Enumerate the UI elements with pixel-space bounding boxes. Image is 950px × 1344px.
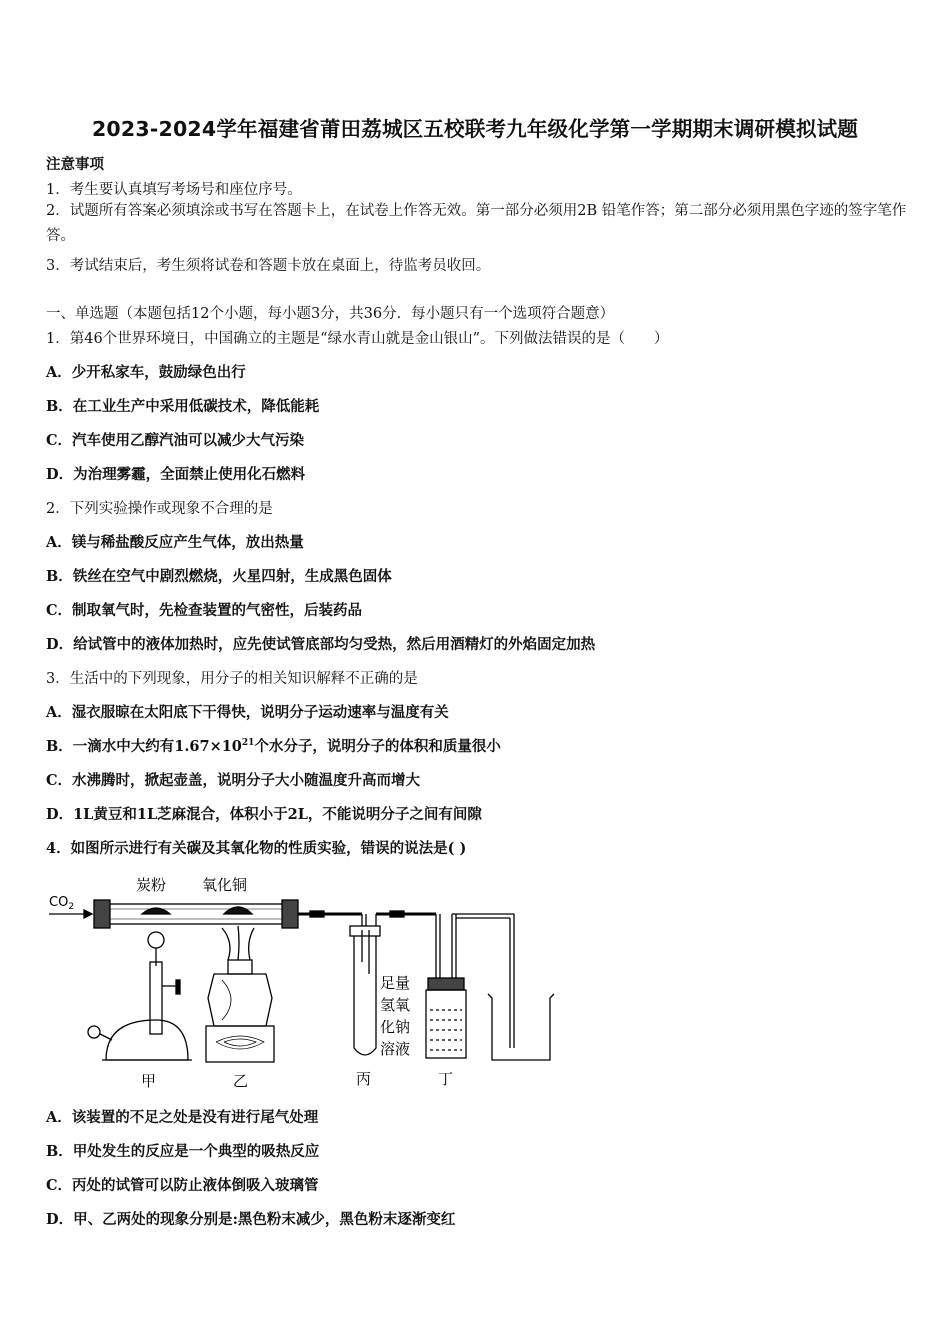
valve-knob bbox=[88, 1026, 100, 1038]
station-label-yi: 乙 bbox=[233, 1072, 249, 1090]
carbon-powder-label: 炭粉 bbox=[136, 876, 167, 894]
experiment-apparatus-figure bbox=[44, 870, 564, 1092]
station-label-ding: 丁 bbox=[438, 1070, 454, 1088]
notice-heading: 注意事项 bbox=[46, 156, 104, 173]
option-c: C．水沸腾时，掀起壶盖，说明分子大小随温度升高而增大 bbox=[46, 772, 421, 789]
option-b bbox=[46, 735, 501, 756]
station-label-bing: 丙 bbox=[356, 1070, 372, 1088]
option-c: C．丙处的试管可以防止液体倒吸入玻璃管 bbox=[46, 1177, 319, 1194]
bottle-stopper bbox=[428, 978, 464, 990]
stand-rod bbox=[150, 962, 162, 1034]
option-b-head: B．一滴水中大约有1.67×10 bbox=[46, 738, 242, 755]
tube-stopper bbox=[350, 926, 380, 936]
question-stem: 2．下列实验操作或现象不合理的是 bbox=[46, 501, 273, 517]
inlet-arrowhead bbox=[84, 910, 92, 918]
option-a: A．少开私家车，鼓励绿色出行 bbox=[46, 364, 246, 381]
question-stem: 3．生活中的下列现象，用分子的相关知识解释不正确的是 bbox=[46, 671, 418, 687]
question-stem: 4．如图所示进行有关碳及其氧化物的性质实验，错误的说法是( ) bbox=[46, 840, 467, 857]
notice-item: 1．考生要认真填写考场号和座位序号。 bbox=[46, 182, 302, 198]
flame-lines bbox=[222, 928, 230, 960]
option-a: A．湿衣服晾在太阳底下干得快，说明分子运动速率与温度有关 bbox=[46, 704, 449, 721]
option-d: D．甲、乙两处的现象分别是:黑色粉末减少，黑色粉末逐渐变红 bbox=[46, 1211, 456, 1228]
naoh-label-line: 足量 bbox=[380, 974, 411, 992]
left-stopper bbox=[94, 900, 110, 928]
right-stopper bbox=[282, 900, 298, 928]
gas-label: $CO_2$ bbox=[49, 895, 75, 912]
exponent: 21 bbox=[241, 738, 255, 749]
naoh-label-line: 溶液 bbox=[380, 1040, 411, 1058]
notice-item: 2．试题所有答案必须填涂或书写在答题卡上，在试卷上作答无效。第一部分必须用2B 铅笔作答；第二部分必须用黑色字迹的签字笔作答。 bbox=[46, 203, 907, 244]
option-c: C．制取氧气时，先检查装置的气密性，后装药品 bbox=[46, 602, 363, 619]
option-d: D．1L黄豆和1L芝麻混合，体积小于2L，不能说明分子之间有间隙 bbox=[46, 806, 482, 823]
copper-oxide-label: 氧化铜 bbox=[202, 876, 248, 894]
option-c: C．汽车使用乙醇汽油可以减少大气污染 bbox=[46, 432, 305, 449]
page-title: 2023-2024学年福建省莆田荔城区五校联考九年级化学第一学期期末调研模拟试题 bbox=[91, 117, 859, 141]
notice-item: 3．考试结束后，考生须将试卷和答题卡放在桌面上，待监考员收回。 bbox=[46, 258, 491, 274]
burner-base bbox=[106, 1020, 188, 1060]
naoh-label-line: 化钠 bbox=[380, 1018, 411, 1036]
option-d: D．给试管中的液体加热时，应先使试管底部均匀受热，然后用酒精灯的外焰固定加热 bbox=[46, 636, 596, 653]
test-tube bbox=[354, 936, 376, 1055]
option-b-tail: 个水分子，说明分子的体积和质量很小 bbox=[254, 738, 501, 755]
wooden-block bbox=[206, 1026, 274, 1062]
lamp-wick-holder bbox=[228, 960, 252, 974]
option-b: B．甲处发生的反应是一个典型的吸热反应 bbox=[46, 1143, 320, 1160]
question-stem: 1．第46个世界环境日，中国确立的主题是“绿水青山就是金山银山”。下列做法错误的是（ ） bbox=[46, 331, 669, 347]
tube-clamp bbox=[148, 932, 164, 948]
alcohol-lamp bbox=[208, 974, 272, 1026]
glass-tube bbox=[96, 904, 296, 924]
section-heading: 一、单选题（本题包括12个小题，每小题3分，共36分．每小题只有一个选项符合题意） bbox=[46, 306, 615, 322]
option-d: D．为治理雾霾，全面禁止使用化石燃料 bbox=[46, 466, 306, 483]
option-b: B．铁丝在空气中剧烈燃烧，火星四射，生成黑色固体 bbox=[46, 568, 392, 585]
option-a: A．镁与稀盐酸反应产生气体，放出热量 bbox=[46, 534, 304, 551]
option-a: A．该装置的不足之处是没有进行尾气处理 bbox=[46, 1109, 319, 1126]
option-b: B．在工业生产中采用低碳技术，降低能耗 bbox=[46, 398, 320, 415]
beaker bbox=[488, 994, 554, 1060]
copper-oxide-powder bbox=[224, 907, 252, 914]
gas-wash-bottle bbox=[426, 990, 466, 1058]
station-label-jia: 甲 bbox=[141, 1072, 157, 1090]
naoh-label-line: 氢氧 bbox=[380, 996, 411, 1014]
